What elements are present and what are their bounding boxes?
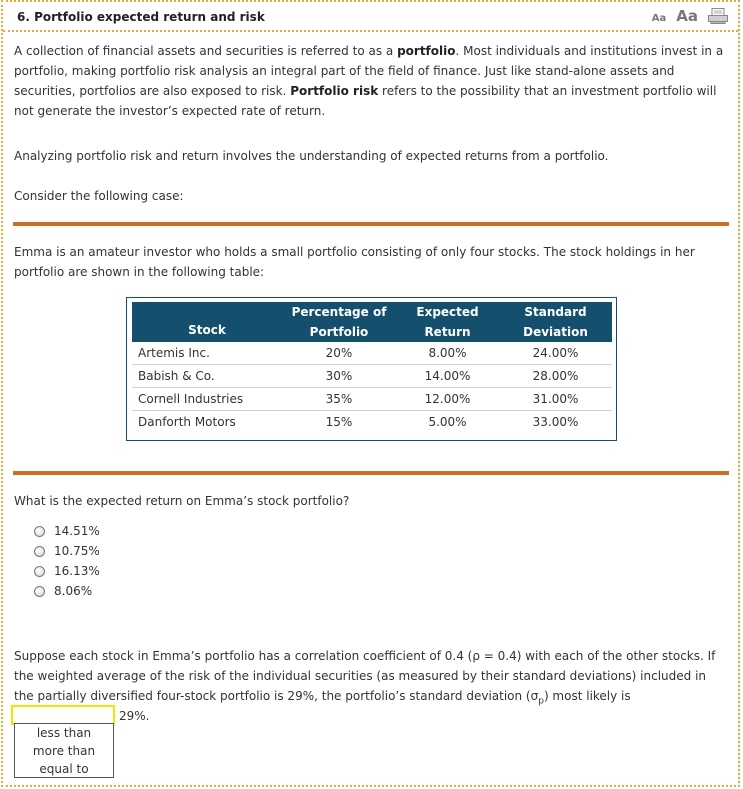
portfolio-sd-dropdown[interactable] [11,705,115,725]
cell-expected-return: 5.00% [428,415,467,429]
answer-option-label: 8.06% [54,584,93,598]
answer-options [34,521,100,601]
header-sd-line2: Deviation [523,325,588,339]
question-title: 6. Portfolio expected return and risk [17,10,265,24]
cell-percentage: 35% [282,388,396,411]
print-icon[interactable] [708,8,728,24]
header-stock [132,302,282,342]
increase-text-size-button[interactable]: Aa [676,7,698,25]
section-divider-bottom [13,471,729,475]
intro-paragraph [14,41,728,121]
dropdown-menu [14,723,114,778]
cell-expected-return: 12.00% [396,388,499,411]
cell-standard-deviation: 24.00% [499,342,612,365]
dropdown-option-less-than[interactable]: less than [36,726,92,740]
cell-percentage: 20% [282,342,396,365]
header-sd-line1: Standard [524,305,587,319]
cell-expected-return: 8.00% [396,342,499,365]
intro-text-1: A collection of financial assets and securities is referred to as a [14,44,398,58]
holdings-table [132,302,612,433]
answer-option-label: 14.51% [54,524,100,538]
decrease-text-size-button[interactable]: Aa [651,13,667,24]
term-portfolio: portfolio [397,44,456,58]
intro-text-2: . Most individuals and institutions invest in a portfolio, making portfolio risk analysis an integral part of the field of finance. Just like stand-alone assets and securities, portfolios are also exposed to risk. [14,44,724,98]
after-dropdown-text: 29%. [119,709,150,723]
radio-button[interactable] [34,586,45,597]
radio-button[interactable] [34,526,45,537]
header-expected-return [396,302,499,342]
cell-standard-deviation: 28.00% [499,365,612,388]
analysis-paragraph: Analyzing portfolio risk and return involves the understanding of expected returns from a portfolio. [14,149,609,163]
cell-stock: Cornell Industries [132,388,282,411]
answer-option-label: 16.13% [54,564,100,578]
cell-expected-return: 14.00% [396,365,499,388]
diversification-text: Suppose each stock in Emma’s portfolio has a correlation coefficient of 0.4 (ρ = 0.4) with each of the other stocks. If the weighted average of the risk of the individual securities (as measured by their standard deviations) included in the partially diversified four-stock portfolio is 29%, the portfolio’s standard deviation (σ [14,649,716,703]
section-divider-top [13,222,729,226]
dropdown-option-equal-to[interactable]: equal to [39,762,89,776]
intro-text-3: refers to the possibility that an investment portfolio will not generate the investor’s expected rate of return. [14,84,717,118]
term-portfolio-risk: Portfolio risk [290,84,379,98]
cell-percentage: 30% [282,365,396,388]
table-header-row [132,302,612,342]
diversification-text-end: ) most likely is [543,689,631,703]
answer-option-label: 10.75% [54,544,100,558]
holdings-table-container [126,297,617,441]
question-prompt: What is the expected return on Emma’s stock portfolio? [14,494,350,508]
answer-option[interactable] [34,581,100,601]
answer-option[interactable] [34,541,100,561]
sigma-subscript: p [538,696,544,707]
header-percentage-line1: Percentage of [291,305,387,319]
table-row [132,388,612,411]
header-expected-line2: Return [424,325,471,339]
table-row [132,342,612,365]
header-stock-label: Stock [188,323,226,337]
radio-button[interactable] [34,566,45,577]
diversification-paragraph [14,646,728,711]
header-percentage-line2: Portfolio [309,325,369,339]
cell-stock: Babish & Co. [132,365,282,388]
toolbar [652,8,728,24]
cell-stock: Danforth Motors [138,415,236,429]
answer-option[interactable] [34,521,100,541]
cell-standard-deviation: 33.00% [532,415,579,429]
table-row [132,365,612,388]
cell-standard-deviation: 31.00% [499,388,612,411]
dropdown-option-more-than[interactable]: more than [32,744,96,758]
consider-paragraph: Consider the following case: [14,189,184,203]
header-standard-deviation [499,302,612,342]
question-header [3,2,738,32]
answer-option[interactable] [34,561,100,581]
radio-button[interactable] [34,546,45,557]
header-percentage [282,302,396,342]
cell-stock: Artemis Inc. [132,342,282,365]
cell-percentage: 15% [325,415,353,429]
case-paragraph: Emma is an amateur investor who holds a small portfolio consisting of only four stocks. The stock holdings in her portfolio are shown in the following table: [14,245,695,279]
table-row [132,411,612,434]
header-expected-line1: Expected [416,305,479,319]
